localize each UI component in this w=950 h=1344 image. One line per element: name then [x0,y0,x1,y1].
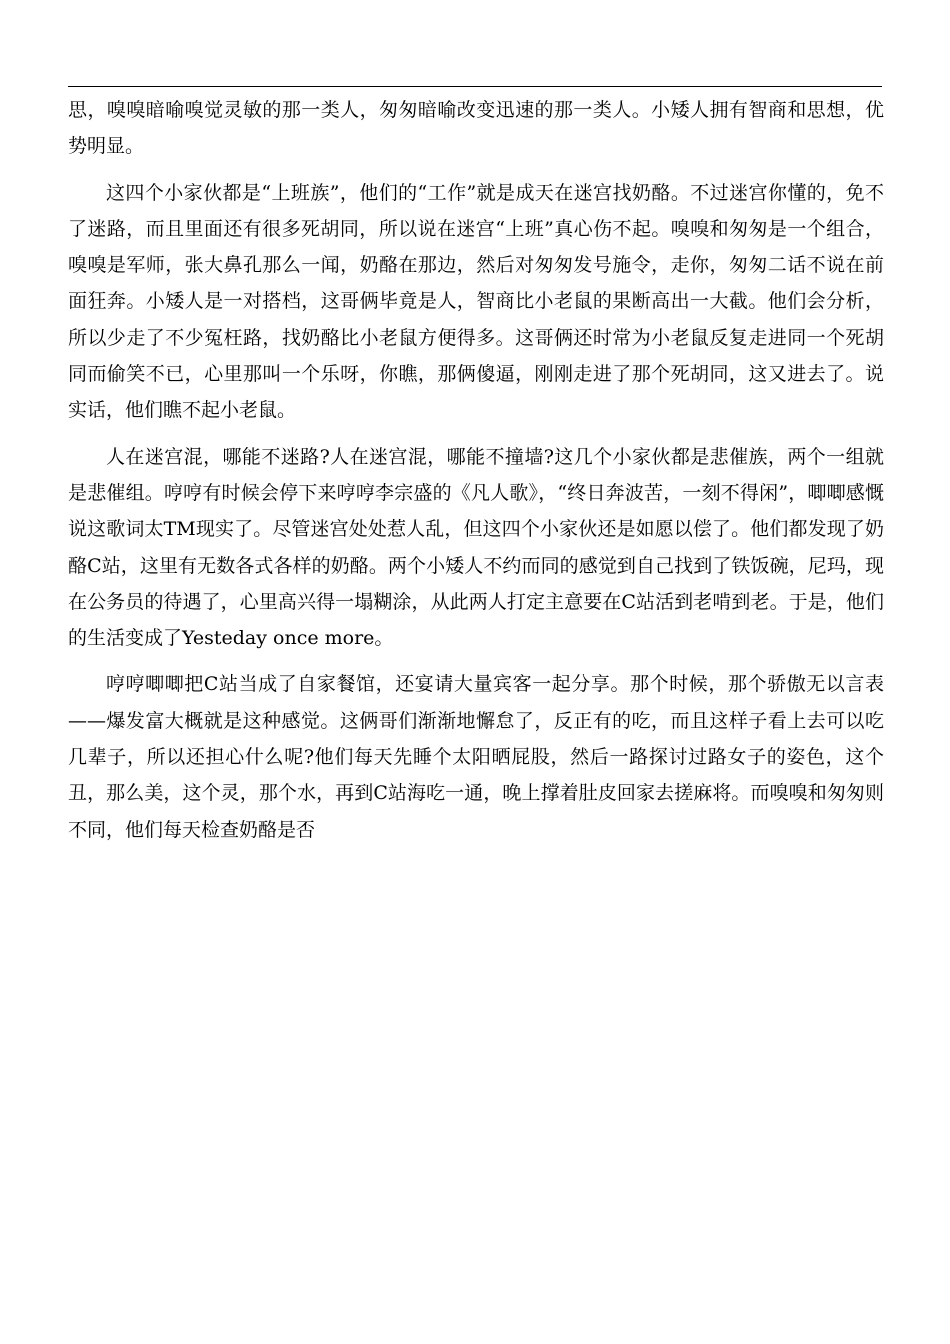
paragraph: 哼哼唧唧把C站当成了自家餐馆，还宴请大量宾客一起分享。那个时候，那个骄傲无以言表——爆发富大概就是这种感觉。这俩哥们渐渐地懈怠了，反正有的吃，而且这样子看上去可以吃几辈子，所以还担心什么呢?他们每天先睡个太阳晒屁股，然后一路探讨过路女子的姿色，这个丑，那么美，这个灵，那个水，再到C站海吃一通，晚上撑着肚皮回家去搓麻将。而嗅嗅和匆匆则不同，他们每天检查奶酪是否 [68,673,884,841]
header-rule [68,86,882,87]
paragraph-continued: 思，嗅嗅暗喻嗅觉灵敏的那一类人，匆匆暗喻改变迅速的那一类人。小矮人拥有智商和思想，优势明显。 [68,99,884,158]
paragraph: 人在迷宫混，哪能不迷路?人在迷宫混，哪能不撞墙?这几个小家伙都是悲催族，两个一组就是悲催组。哼哼有时候会停下来哼哼李宗盛的《凡人歌》，“终日奔波苦，一刻不得闲”，唧唧感慨说这歌词太TM现实了。尽管迷宫处处惹人乱，但这四个小家伙还是如愿以偿了。他们都发现了奶酪C站，这里有无数各式各样的奶酪。两个小矮人不约而同的感觉到自己找到了铁饭碗，尼玛，现在公务员的待遇了，心里高兴得一塌糊涂，从此两人打定主意要在C站活到老啃到老。于是，他们的生活变成了Yesteday once more。 [68,445,884,650]
body-text [68,92,884,848]
paragraph: 这四个小家伙都是“上班族”，他们的“工作”就是成天在迷宫找奶酪。不过迷宫你懂的，免不了迷路，而且里面还有很多死胡同，所以说在迷宫“上班”真心伤不起。嗅嗅和匆匆是一个组合，嗅嗅是军师，张大鼻孔那么一闻，奶酪在那边，然后对匆匆发号施令，走你，匆匆二话不说在前面狂奔。小矮人是一对搭档，这哥俩毕竟是人，智商比小老鼠的果断高出一大截。他们会分析，所以少走了不少冤枉路，找奶酪比小老鼠方便得多。这哥俩还时常为小老鼠反复走进同一个死胡同而偷笑不已，心里那叫一个乐呀，你瞧，那俩傻逼，刚刚走进了那个死胡同，这又进去了。说实话，他们瞧不起小老鼠。 [68,181,884,422]
